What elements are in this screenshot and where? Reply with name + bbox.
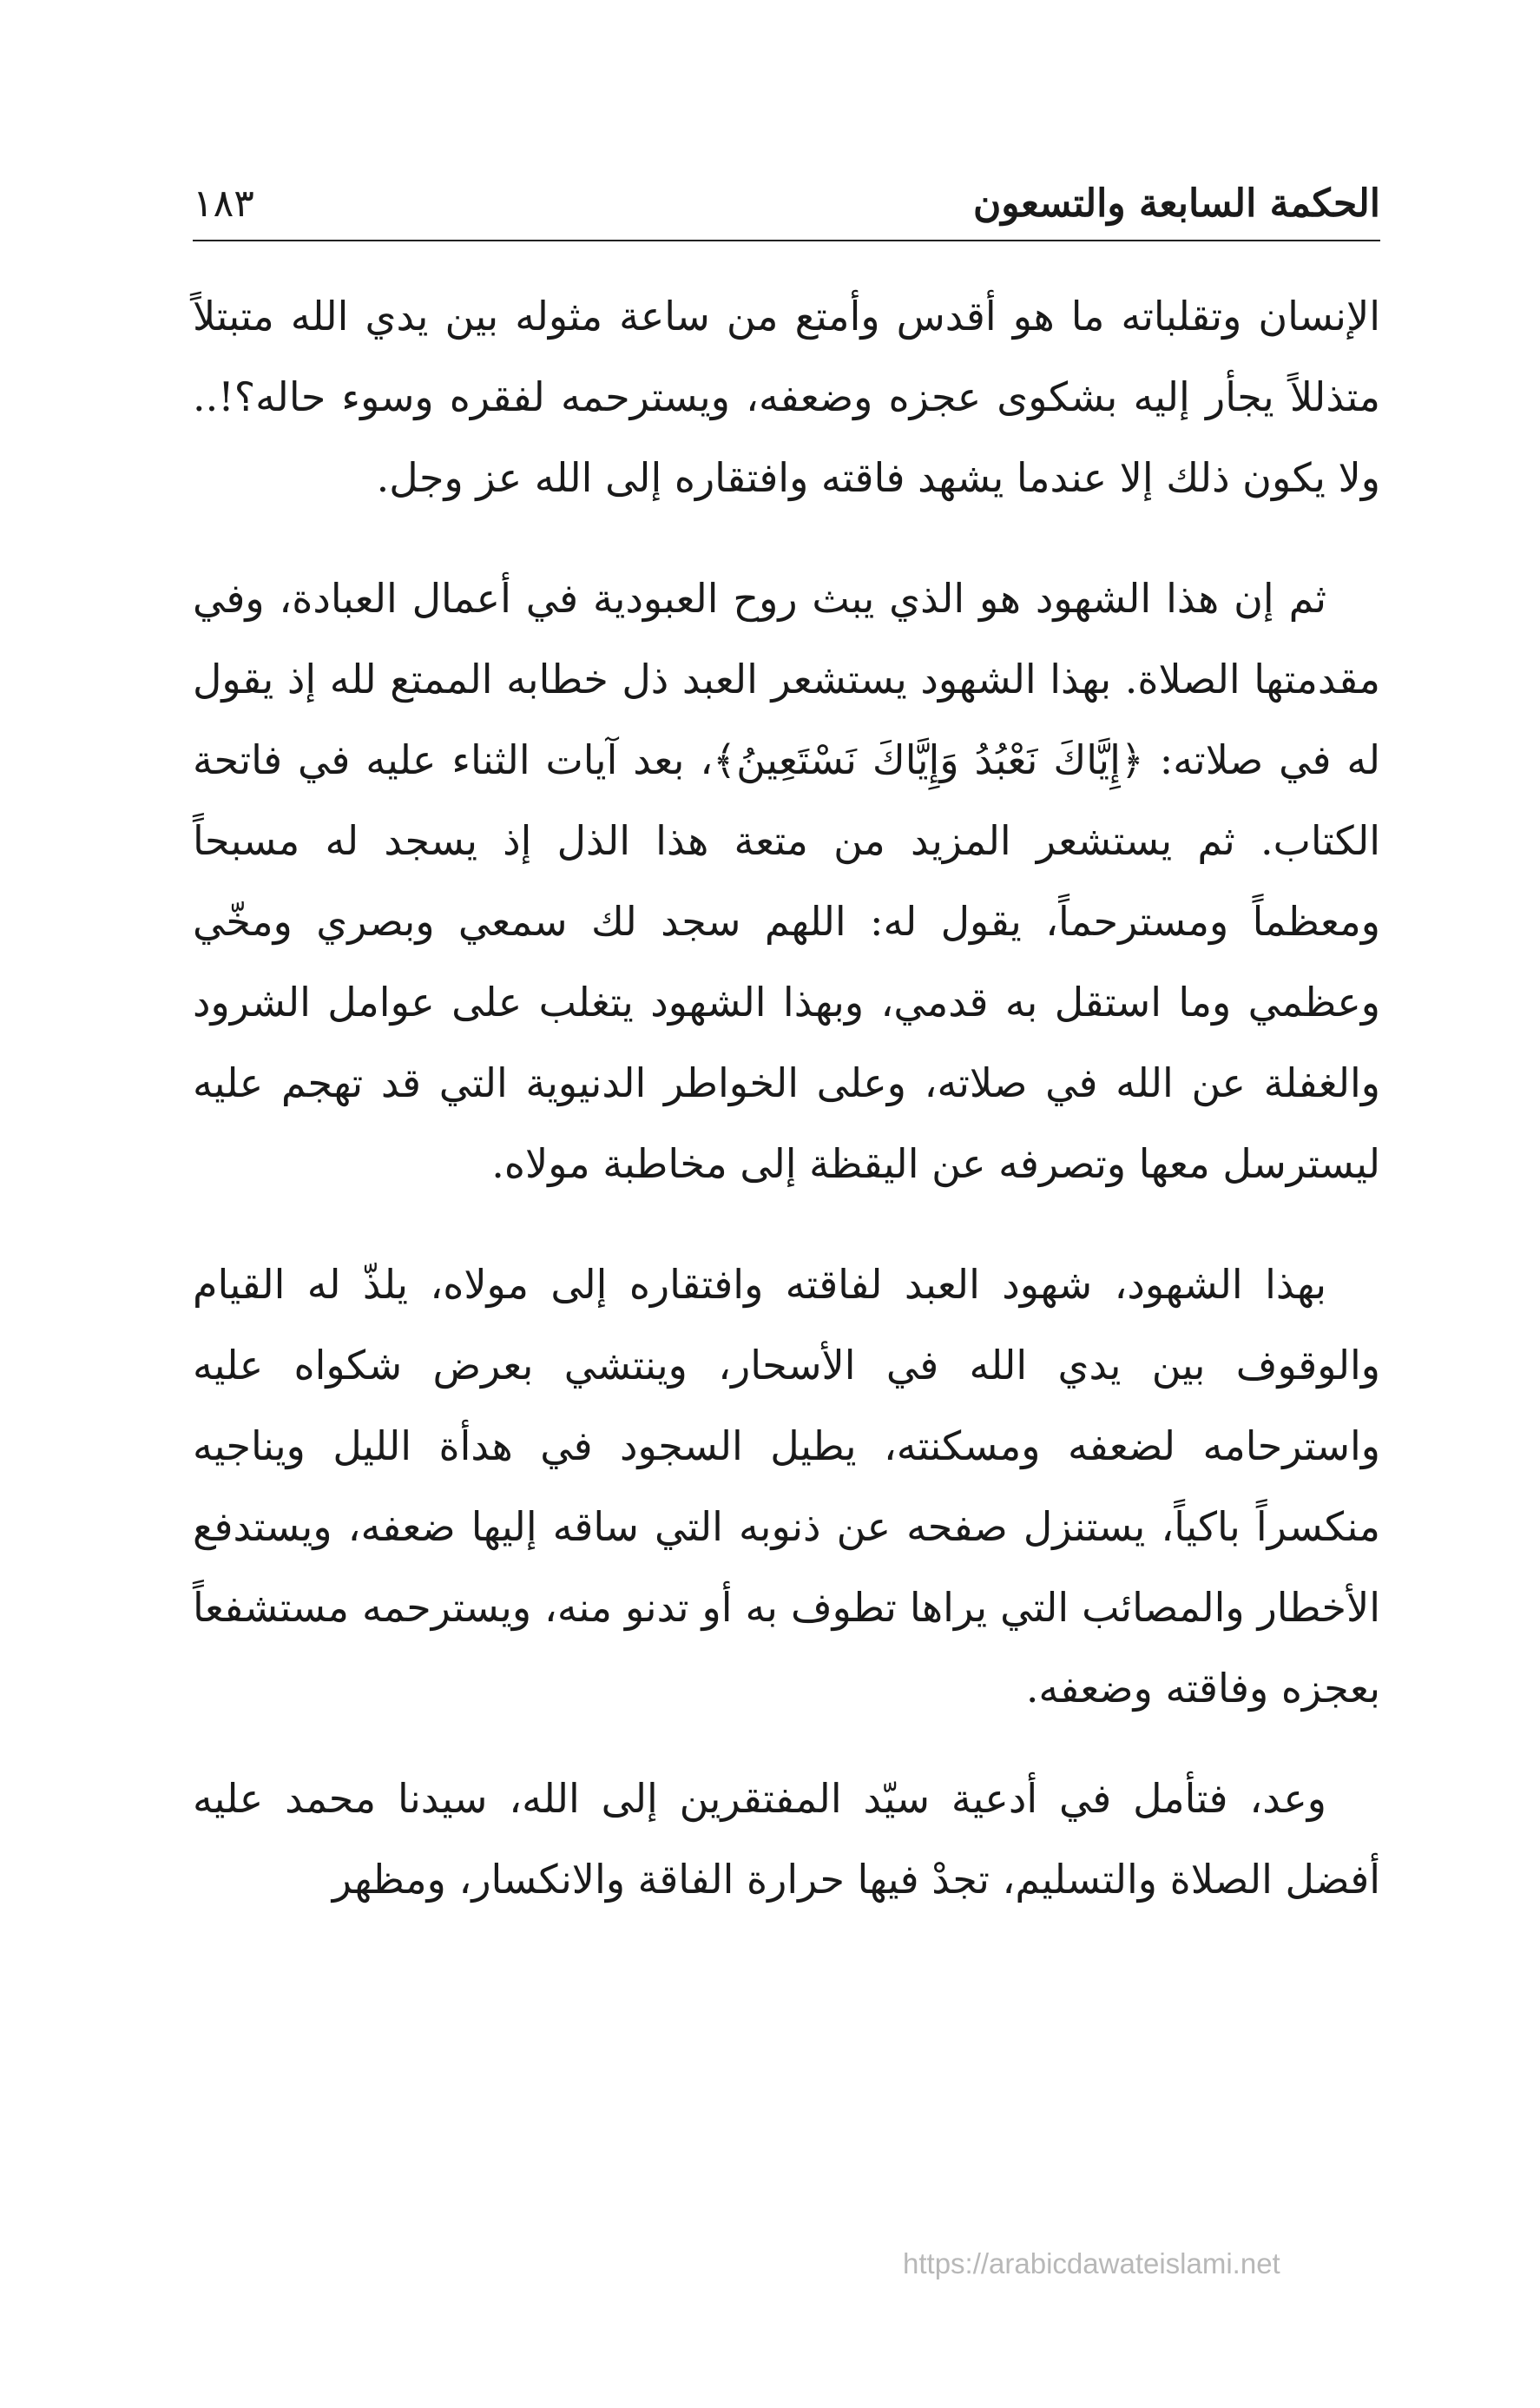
chapter-title: الحكمة السابعة والتسعون	[972, 181, 1380, 226]
paragraph-2-before-quote: ثم إن هذا الشهود هو الذي يبث روح العبودية في أعمال العبادة، وفي مقدمتها الصلاة. بهذا الشهود يستشعر العبد ذل خطابه الممتع لله إذ يقول له في صلاته:	[193, 575, 1381, 783]
watermark-url: https://arabicdawateislami.net	[903, 2247, 1280, 2279]
paragraph-3: بهذا الشهود، شهود العبد لفاقته وافتقاره إلى مولاه، يلذّ له القيام والوقوف بين يدي الله في الأسحار، وينتشي بعرض شكواه عليه واسترحامه لضعفه ومسكنته، يطيل السجود في هدأة الليل ويناجيه منكسراً باكياً، يستنزل صفحه عن ذنوبه التي ساقه إليها ضعفه، ويستدفع الأخطار والمصائب التي يراها تطوف به أو تدنو منه، ويسترحمه مستشفعاً بعجزه وفاقته وضعفه.	[193, 1261, 1380, 1712]
paragraph-2-after-quote: ، بعد آيات الثناء عليه في فاتحة الكتاب. ثم يستشعر المزيد من متعة هذا الذل إذ يسجد له مسبحاً ومعظماً ومسترحماً، يقول له: اللهم سجد لك سمعي وبصري ومخّي وعظمي وما استقل به قدمي، وبهذا الشهود يتغلب على عوامل الشرود والغفلة عن الله في صلاته، وعلى الخواطر الدنيوية التي قد تهجم عليه ليسترسل معها وتصرفه عن اليقظة إلى مخاطبة مولاه.	[193, 736, 1380, 1187]
running-head	[193, 174, 1380, 234]
paragraph-1: الإنسان وتقلباته ما هو أقدس وأمتع من ساعة مثوله بين يدي الله متبتلاً متذللاً يجأر إليه بشكوى عجزه وضعفه، ويسترحمه لفقره وسوء حاله؟!.. ولا يكون ذلك إلا عندما يشهد فاقته وافتقاره إلى الله عز وجل.	[193, 293, 1380, 501]
body-text	[193, 276, 1380, 1920]
page-number: ١٨٣	[193, 181, 254, 226]
header-rule	[193, 240, 1380, 241]
paragraph-4: وعد، فتأمل في أدعية سيّد المفتقرين إلى الله، سيدنا محمد عليه أفضل الصلاة والتسليم، تجدْ فيها حرارة الفاقة والانكسار، ومظهر	[193, 1775, 1380, 1903]
quran-verse: ﴿إِيَّاكَ نَعْبُدُ وَإِيَّاكَ نَسْتَعِينُ﴾	[713, 736, 1144, 783]
paragraph-2	[193, 558, 1380, 1204]
